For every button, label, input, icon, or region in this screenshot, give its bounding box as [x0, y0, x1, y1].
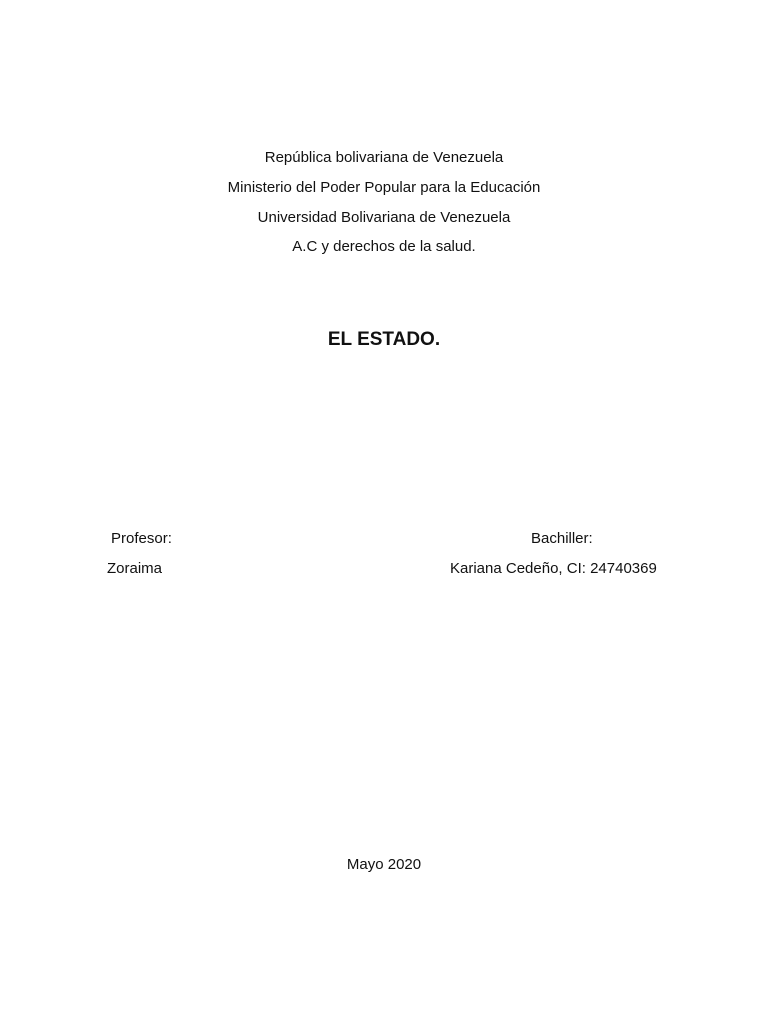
professor-name: Zoraima [107, 560, 163, 577]
student-name: Kariana Cedeño, CI: 24740369 [450, 560, 657, 577]
country-line: República bolivariana de Venezuela [264, 149, 504, 166]
document-title: EL ESTADO. [327, 329, 441, 350]
university-line: Universidad Bolivariana de Venezuela [257, 209, 511, 226]
document-date: Mayo 2020 [346, 856, 422, 873]
ministry-line: Ministerio del Poder Popular para la Educación [227, 179, 541, 196]
student-label: Bachiller: [531, 530, 593, 547]
professor-label: Profesor: [111, 530, 172, 547]
course-line: A.C y derechos de la salud. [292, 238, 476, 255]
